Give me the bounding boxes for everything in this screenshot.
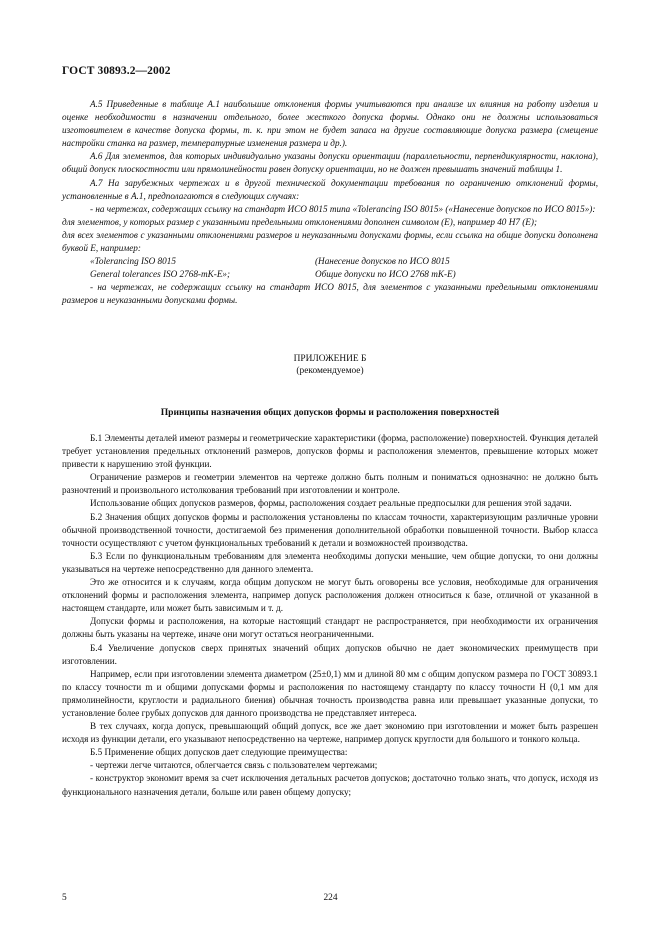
appendix-heading: Принципы назначения общих допусков формы и расположения поверхностей	[160, 407, 500, 418]
example-row	[62, 255, 598, 268]
example-left: «Tolerancing ISO 8015	[90, 256, 176, 267]
paragraph-b4: Б.4 Увеличение допусков сверх принятых значений общих допусков обычно не дает экономических преимуществ при изготовлении.	[62, 642, 598, 666]
appendix-b-body	[62, 432, 598, 799]
paragraph-a7-iso8015: - на чертежах, содержащих ссылку на стандарт ИСО 8015 типа «Tolerancing ISO 8015» («Нанесение допусков по ИСО 8015»):	[90, 203, 596, 214]
paragraph-a7-no-iso8015: - на чертежах, не содержащих ссылку на стандарт ИСО 8015, для элементов с указанными предельными отклонениями размеров и неуказанными допусками формы.	[62, 282, 598, 306]
list-item: - чертежи легче читаются, облегчается связь с пользователем чертежами;	[90, 760, 378, 771]
appendix-title: ПРИЛОЖЕНИЕ Б	[293, 354, 367, 364]
paragraph: В тех случаях, когда допуск, превышающий общий допуск, все же дает экономию при изготовлении и может быть разрешен исходя из функции детали, его указывают непосредственно на чертеже, например допуск круглости для большого и тонкого кольца.	[62, 721, 598, 745]
paragraph-a5: А.5 Приведенные в таблице А.1 наибольшие отклонения формы учитываются при анализе их влияния на работу изделия и оценке необходимости в назначении отдельного, более жесткого допуска формы. Однако они не должны использоваться изготовителем в качестве допуска формы, т. к. при этом не будет запаса на другие составляющие допуска размера (смещение настройки станка на размер, температурные изменения размера и др.).	[62, 99, 598, 149]
paragraph: Допуски формы и расположения, на которые настоящий стандарт не распространяется, при необходимости их ограничения должны быть указаны на чертеже, иначе они могут остаться неограниченными.	[62, 616, 598, 640]
appendix-a-notes	[62, 98, 598, 308]
paragraph: Например, если при изготовлении элемента диаметром (25±0,1) мм и длиной 80 мм с общим допуском размера по ГОСТ 30893.1 по классу точности m и общими допусками формы и расположения по настоящему стандарту по классу точности H (0,1 мм для прямолинейности, круглости и радиального биения) обычная точность производства равна или превышает указанные допуски, то установление более грубых допусков для данного производства не представляет интереса.	[62, 668, 598, 718]
example-right: (Нанесение допусков по ИСО 8015	[315, 256, 450, 267]
paragraph: Использование общих допусков размеров, формы, расположения создает реальные предпосылки для решения этой задачи.	[90, 498, 572, 509]
list-item: - конструктор экономит время за счет исключения детальных расчетов допусков; достаточно только знать, что допуск, исходя из функционального назначения детали, больше или равен общему допуску;	[62, 773, 598, 797]
paragraph-a6: А.6 Для элементов, для которых индивидуально указаны допуски ориентации (параллельности, перпендикулярности, наклона), общий допуск плоскостности или прямолинейности равен допуску ориентации, но не должен превышать значений таблицы 1.	[62, 151, 598, 175]
paragraph: Это же относится и к случаям, когда общим допуском не могут быть оговорены все условия, необходимые для ограничения отклонений формы и расположения элемента, например допуск расположения должен относиться к базе, отличной от указанной в настоящем стандарте, или может быть зависимым и т. д.	[62, 577, 598, 614]
paragraph-b2: Б.2 Значения общих допусков формы и расположения установлены по классам точности, характеризующим различные уровни обычной производственной точности, достигаемой без применения дополнительной обработки повышенной точности. Выбор класса точности осуществляют с учетом функциональных требований к детали и возможностей производства.	[62, 511, 598, 548]
page-number: 224	[323, 893, 338, 903]
paragraph-a7-letter-e: для всех элементов с указанными отклонениями размеров и неуказанными допусками формы, если ссылка на общие допуски дополнена буквой E, например:	[62, 229, 598, 254]
paragraph: Ограничение размеров и геометрии элементов на чертеже должно быть полным и пониматься однозначно: не должно быть разночтений и произвольного истолкования требований при изготовлении и контроле.	[62, 472, 598, 496]
paragraph-b3: Б.3 Если по функциональным требованиям для элемента необходимы допуски меньшие, чем общие допуски, то они должны указываться на чертеже непосредственно для данного элемента.	[62, 550, 598, 574]
example-right: Общие допуски по ИСО 2768 mK-E)	[315, 269, 456, 280]
footer-left-number: 5	[62, 893, 67, 903]
document-header: ГОСТ 30893.2—2002	[62, 65, 171, 77]
paragraph-a7-symbol-e: для элементов, у которых размер с указанными предельными отклонениями дополнен символом (E), например 40 H7 (E);	[62, 216, 538, 227]
example-row	[62, 268, 598, 281]
paragraph-b1: Б.1 Элементы деталей имеют размеры и геометрические характеристики (форма, расположение) поверхностей. Функция деталей требует установления предельных отклонений размеров, допусков формы и расположения элементов, превышение которых может привести к нарушению этой функции.	[62, 433, 598, 470]
appendix-subtitle: (рекомендуемое)	[296, 366, 364, 376]
example-left: General tolerances ISO 2768-mK-E»;	[90, 269, 231, 280]
paragraph-b5: Б.5 Применение общих допусков дает следующие преимущества:	[90, 747, 348, 758]
paragraph-a7: А.7 На зарубежных чертежах и в другой технической документации требования по ограничению отклонений формы, установленные в А.1, предполагаются в следующих случаях:	[62, 177, 598, 201]
appendix-b-title	[62, 353, 598, 377]
